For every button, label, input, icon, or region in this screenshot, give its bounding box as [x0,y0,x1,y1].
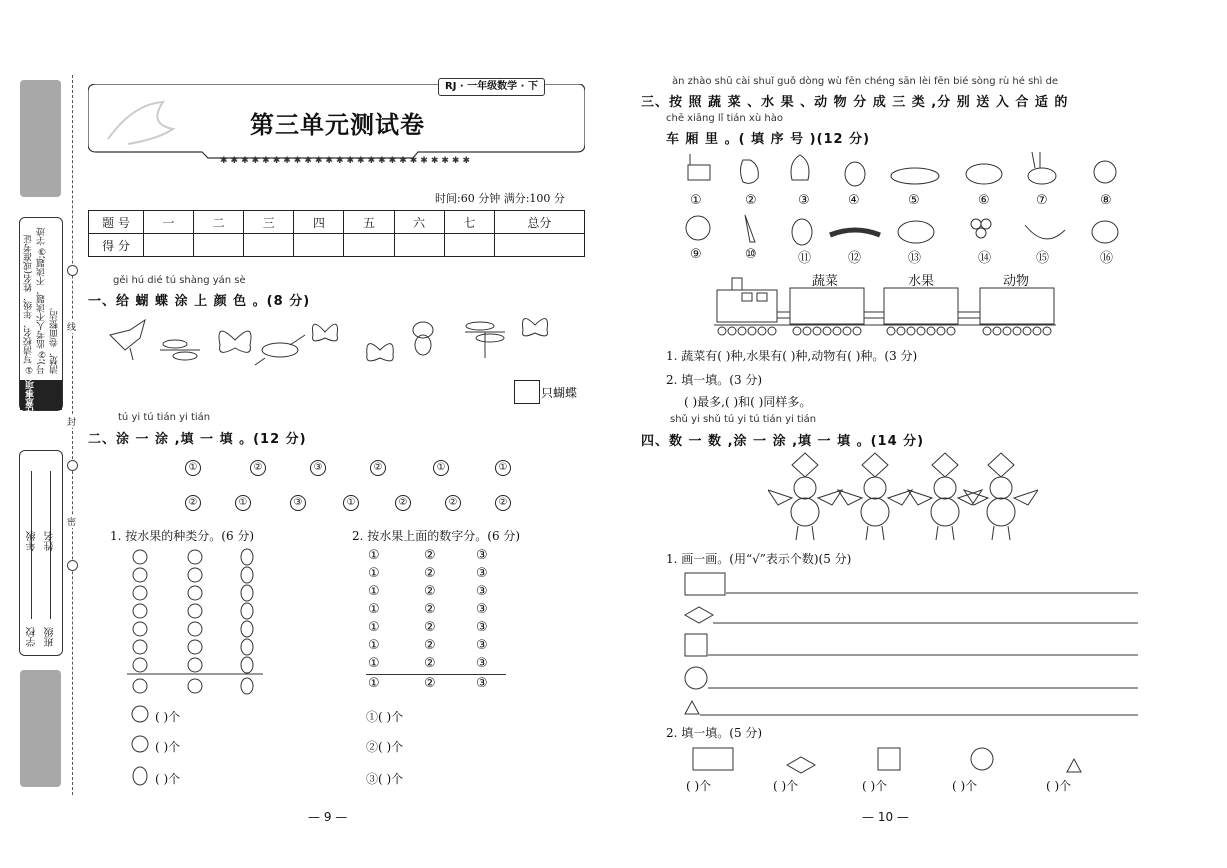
robot-icon [908,453,982,540]
count-blank-rectangle[interactable]: ( )个 [686,779,712,793]
notes-text: ①写清校名、年级、姓名(或准考证号);②监考人不读题、不读题;③字迹清楚、卷面整洁。 [24,227,60,374]
q4-sub2: 2. 填一填。(5 分) [666,726,763,740]
q3-sub2-line[interactable]: ( )最多,( )和( )同样多。 [684,395,812,409]
score-table-header-row [89,211,585,234]
item-number: ⑤ [908,193,920,208]
q2-number-divider [366,674,506,675]
star-divider: ✱✱✱✱✱✱✱✱✱✱✱✱✱✱✱✱✱✱✱✱✱✱✱✱ [220,156,473,166]
q2-num-blank-2[interactable]: ②( )个 [366,740,404,754]
q2-sub1: 1. 按水果的种类分。(6 分) [110,529,255,543]
bee-icon [413,322,433,355]
fruit-number[interactable]: ① [235,495,251,511]
score-cell: 六 [394,211,444,234]
pig-icon [966,164,1002,184]
q2-num-blank-1[interactable]: ①( )个 [366,710,404,724]
binding-hole [67,560,78,571]
q4-pinyin: shǔ yi shǔ tú yi tú tián yi tián [670,414,817,425]
turtle-icon [898,221,934,243]
butterfly-icon [313,324,338,341]
diamond-icon [685,607,713,623]
cut-label: 线 [67,320,76,333]
apple-column [188,550,202,672]
item-number: ⑬ [908,251,922,266]
giraffe-icon [688,154,710,180]
notes-title-text: 注意事项 [26,380,36,416]
score-cell: 七 [444,211,494,234]
q2-pinyin: tú yi tú tián yi tián [118,412,211,423]
apple-icon [132,736,148,752]
peach-column [133,550,147,672]
q2-blank-pear[interactable]: ( )个 [155,772,181,786]
q4-sub1: 1. 画一画。(用“√”表示个数)(5 分) [666,552,852,566]
q1-pinyin: gěi hú dié tú shàng yán sè [113,275,246,286]
robot-icon [768,453,842,540]
item-number: ③ [798,193,810,208]
q2-blank-peach[interactable]: ( )个 [155,710,181,724]
fruit-number[interactable]: ③ [290,495,306,511]
item-number: ⑭ [978,251,992,266]
item-number: ① [690,193,702,208]
fruit-number[interactable]: ② [445,495,461,511]
q1-insects [105,310,565,370]
puppy-icon [686,216,710,240]
score-cell: 二 [194,211,244,234]
score-input-cell[interactable] [144,234,194,257]
q4-robots [768,450,1038,542]
q3-heading-2: 车 厢 里 。( 填 序 号 )(12 分) [666,132,871,147]
binding-hole [67,460,78,471]
item-number: ⑦ [1036,193,1048,208]
q1-answer-box[interactable] [514,380,540,404]
footer-num-1: ① [368,676,380,691]
q2-heading: 二、涂 一 涂 ,填 一 填 。(12 分) [88,432,307,447]
item-number: ⑯ [1100,251,1114,266]
cabbage-icon [791,155,809,180]
score-input-cell[interactable] [394,234,444,257]
rabbit-icon [1028,152,1056,184]
footer-num-2: ② [424,676,436,691]
item-number: ⑮ [1036,251,1050,266]
page-number-left: — 9 — [308,810,348,824]
q2-answer-fruits [125,700,155,790]
score-input-cell[interactable] [344,234,394,257]
car-label-animals: 动物 [1003,274,1030,289]
page-number-right: — 10 — [862,810,909,824]
fruit-number[interactable]: ① [433,460,449,476]
pear-column [241,549,253,673]
caterpillar-icon [830,230,880,235]
q3-items-row1 [680,150,1130,190]
car-label-vegetables: 蔬菜 [812,274,839,289]
score-row-label: 得 分 [89,234,144,257]
q3-items-row2 [680,210,1130,248]
grade-badge: RJ · 一年级数学 · 下 [438,78,545,96]
eggplant-icon [891,168,939,184]
q4-heading: 四、数 一 数 ,涂 一 涂 ,填 一 填 。(14 分) [641,434,925,449]
number-col-2: ② ② ② ② ② ② ② [424,548,436,671]
fruit-number[interactable]: ② [250,460,266,476]
score-cell: 五 [344,211,394,234]
pepper-icon [741,160,759,183]
count-blank-triangle[interactable]: ( )个 [1046,779,1072,793]
mi-label: 密 [67,515,76,528]
score-cell: 三 [244,211,294,234]
number-col-3: ③ ③ ③ ③ ③ ③ ③ [476,548,488,671]
triangle-icon [685,701,699,714]
score-table [88,210,585,257]
score-cell: 四 [294,211,344,234]
butterfly-icon [523,319,548,336]
fruit-number[interactable]: ① [495,460,511,476]
q2-num-blank-3[interactable]: ③( )个 [366,772,404,786]
q1-answer-label: 只蝴蝶 [541,386,578,400]
rectangle-icon [693,748,733,770]
car-label-fruits: 水果 [908,274,935,289]
carrot-icon [745,215,755,242]
item-number: ⑧ [1100,193,1112,208]
q1-heading: 一、给 蝴 蝶 涂 上 颜 色 。(8 分) [88,294,311,309]
circle-icon [971,748,993,770]
q3-heading-1: 三、按 照 蔬 菜 、水 果 、动 物 分 成 三 类 ,分 别 送 入 合 适 的 [641,95,1069,110]
item-number: ⑫ [848,251,862,266]
score-input-cell[interactable] [194,234,244,257]
footer-num-3: ③ [476,676,488,691]
score-input-cell[interactable] [494,234,584,257]
item-number: ⑥ [978,193,990,208]
q4-count-shapes [690,745,1090,775]
pineapple-icon [792,219,812,245]
binding-hole [67,265,78,276]
q3-pinyin-2: chē xiāng lǐ tián xù hào [666,113,783,124]
grasshopper-icon [255,335,305,365]
rectangle-icon [685,573,725,595]
number-col-1: ① ① ① ① ① ① ① [368,548,380,671]
item-number: ⑨ [690,247,702,262]
banana-icon [1025,225,1065,239]
school-label: 学校 [27,627,38,647]
fruit-number[interactable]: ② [370,460,386,476]
score-cell: 总分 [494,211,584,234]
fruit-number[interactable]: ② [395,495,411,511]
q2-blank-apple[interactable]: ( )个 [155,740,181,754]
fruit-number[interactable]: ② [495,495,511,511]
item-number: ④ [848,193,860,208]
robot-icon [838,453,912,540]
peach-icon [132,706,148,722]
q2-fruit-columns [125,545,265,700]
count-blank-diamond[interactable]: ( )个 [773,779,799,793]
gray-block-top [20,80,61,197]
name-label: 姓名 [45,531,56,551]
diamond-icon [787,757,815,773]
circle-icon [685,667,707,689]
class-label: 班级 [45,627,56,647]
time-info: 时间:60 分钟 满分:100 分 [435,192,565,205]
score-cell: 一 [144,211,194,234]
dragonfly-icon [465,322,505,358]
dragonfly-icon [160,340,200,360]
pear-icon [133,767,147,785]
score-input-cell[interactable] [294,234,344,257]
score-table-score-row [89,234,585,257]
item-number: ② [745,193,757,208]
count-blank-circle[interactable]: ( )个 [952,779,978,793]
gray-block-bottom [20,670,61,787]
peach-icon [1094,161,1116,183]
butterfly-icon [219,331,251,352]
pumpkin-icon [1092,221,1118,243]
student-info-box [19,450,63,656]
fruit-number[interactable]: ① [343,495,359,511]
item-number: ⑪ [798,251,812,266]
cut-line [72,75,73,795]
grade-label: 年级 [27,531,38,551]
item-number: ⑩ [745,247,757,262]
q4-shape-rows [682,570,1142,720]
triangle-icon [1067,759,1081,772]
q3-pinyin-1: àn zhào shū cài shuǐ guǒ dòng wù fēn chéng sān lèi fēn bié sòng rù hé shì de [672,76,1059,87]
score-input-cell[interactable] [444,234,494,257]
fruit-number[interactable]: ③ [310,460,326,476]
page-title: 第三单元测试卷 [250,110,425,139]
pear-icon [845,162,865,186]
robot-icon [964,453,1038,540]
score-input-cell[interactable] [244,234,294,257]
q3-sub1[interactable]: 1. 蔬菜有( )种,水果有( )种,动物有( )种。(3 分) [666,349,918,363]
grapes-icon [971,219,991,238]
count-blank-square[interactable]: ( )个 [862,779,888,793]
q3-sub2: 2. 填一填。(3 分) [666,373,763,387]
seal-label: 封 [67,415,76,428]
bird-icon [110,320,145,360]
butterfly-icon [367,344,393,361]
fruit-number[interactable]: ① [185,460,201,476]
square-icon [685,634,707,656]
square-icon [878,748,900,770]
fruit-number[interactable]: ② [185,495,201,511]
score-cell: 题 号 [89,211,144,234]
q2-sub2: 2. 按水果上面的数字分。(6 分) [352,529,521,543]
